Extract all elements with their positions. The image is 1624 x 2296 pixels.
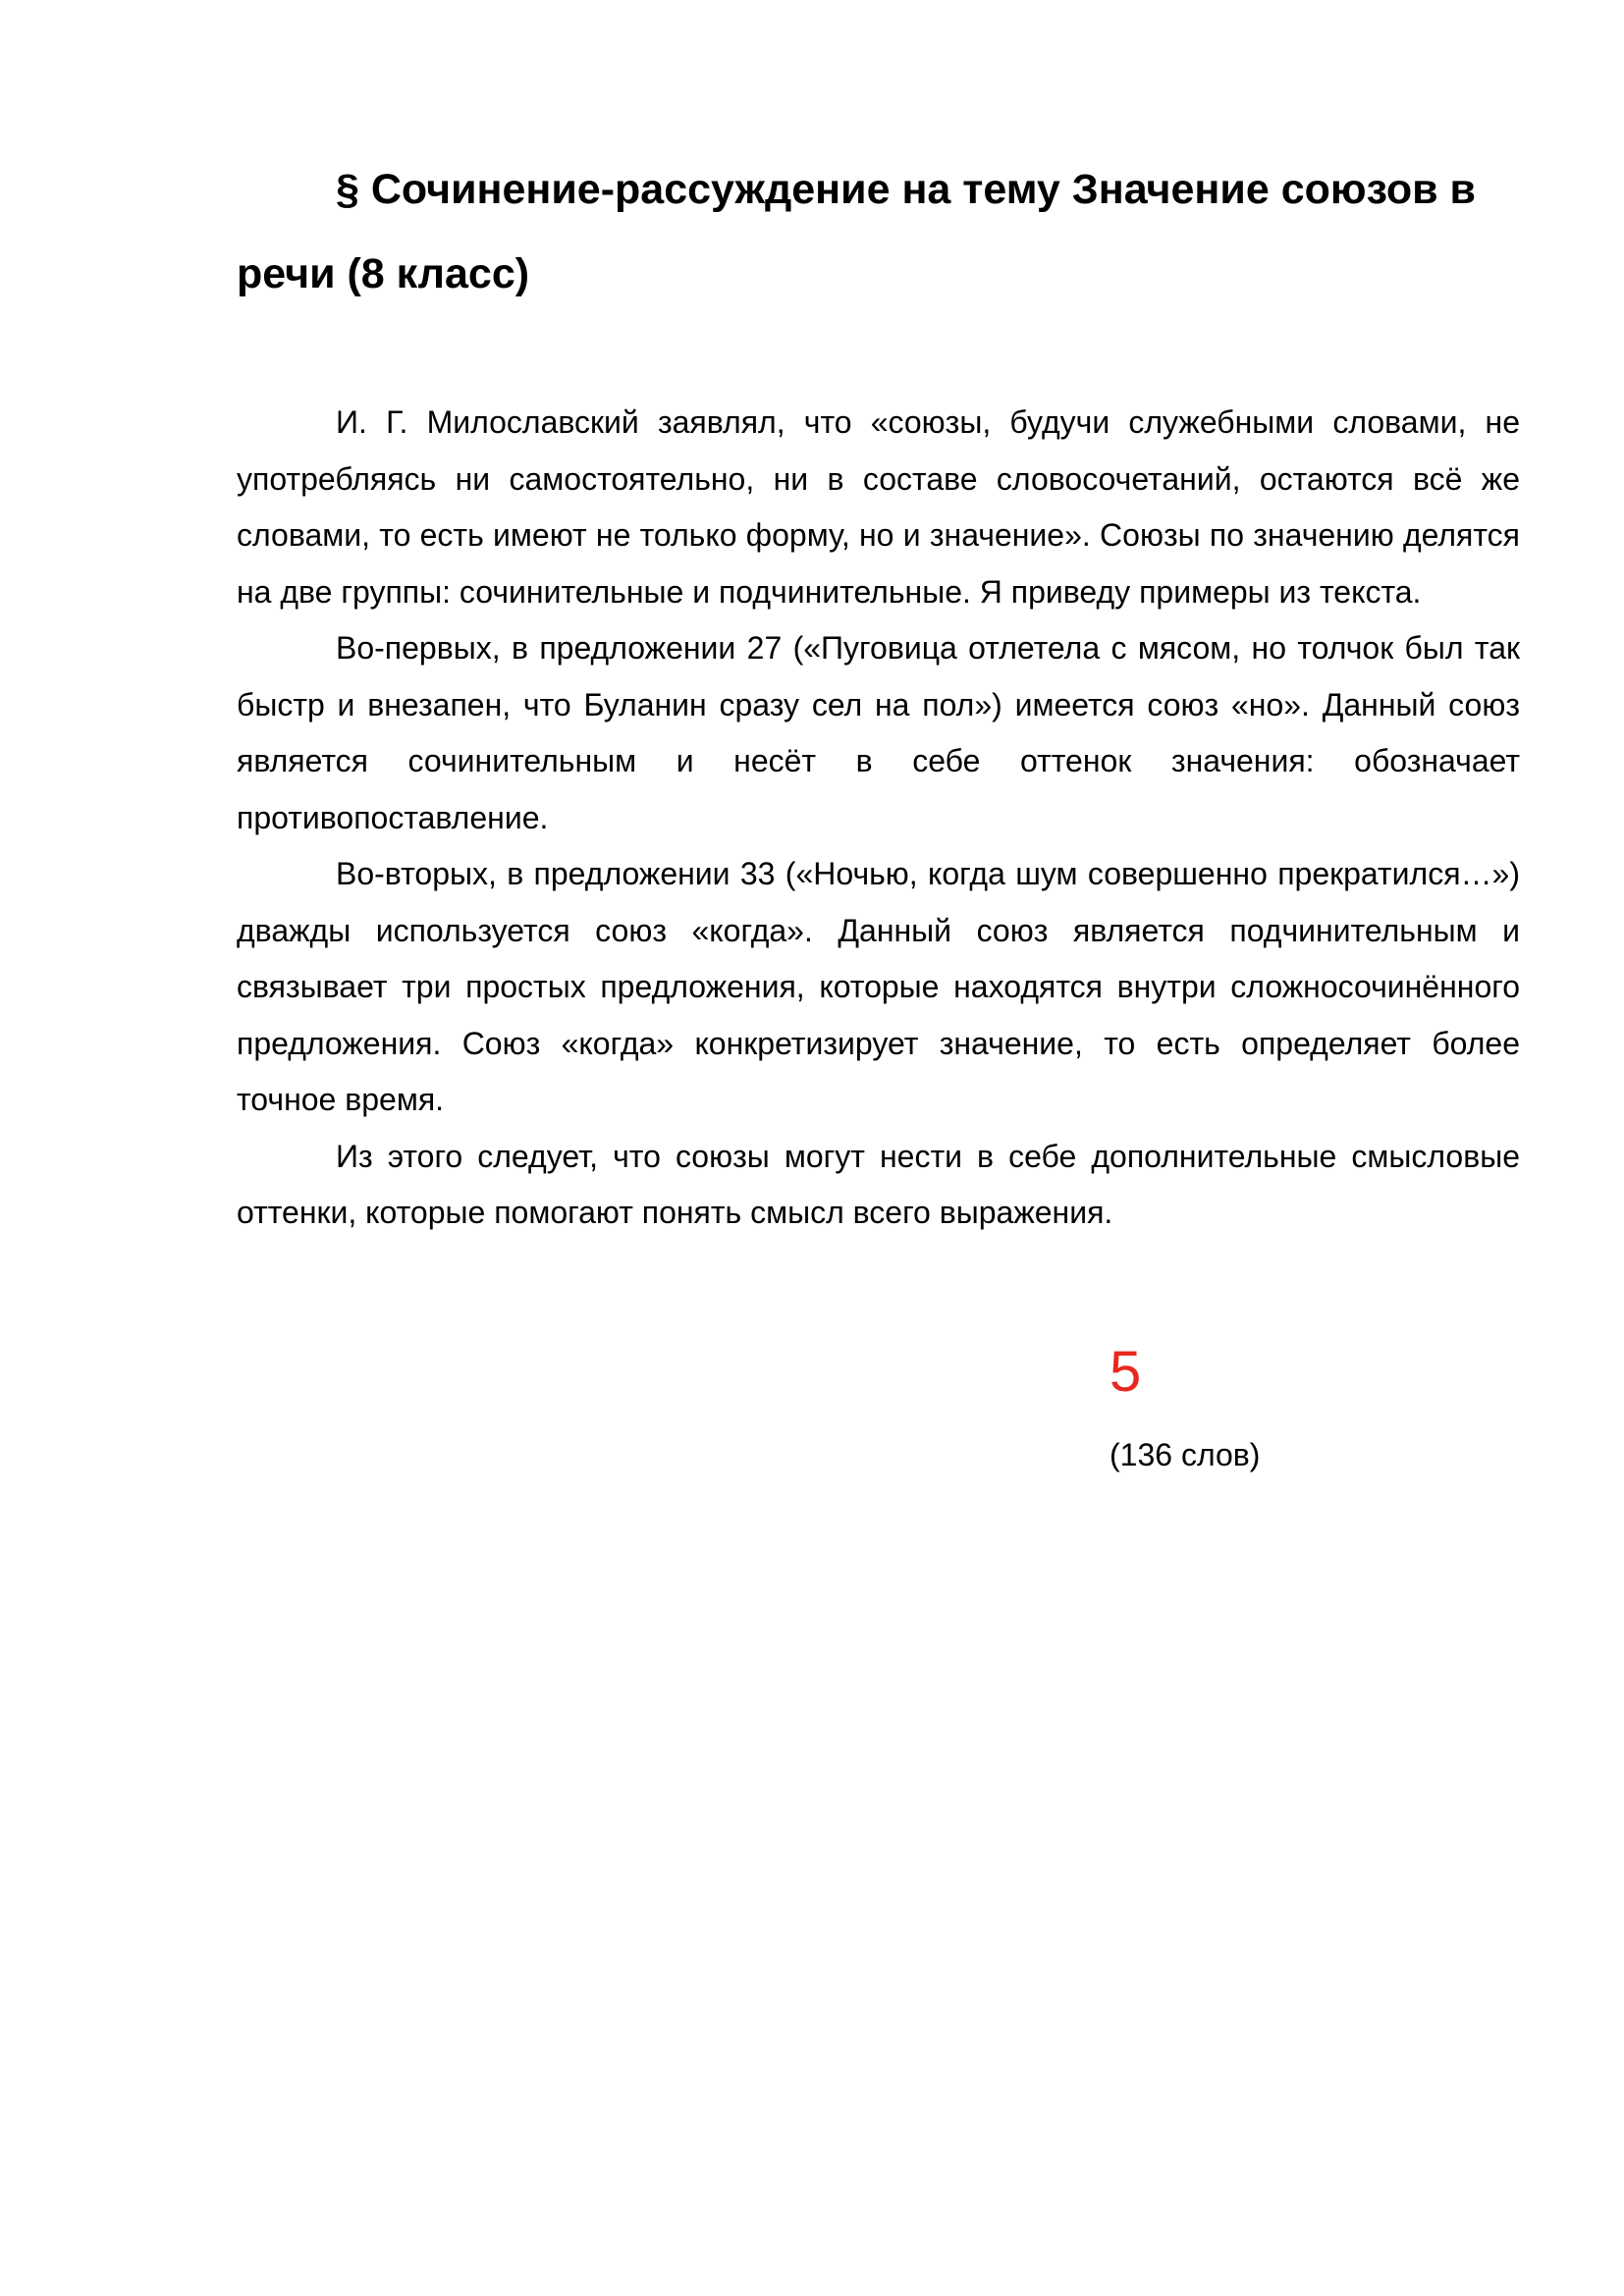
essay-title: § Сочинение-рассуждение на тему Значение союзов в речи (8 класс) [237, 166, 1476, 297]
essay-paragraph-conclusion: Из этого следует, что союзы могут нести в себе дополнительные смысловые оттенки, которые помогают понять смысл всего выражения. [237, 1138, 1520, 1230]
essay-paragraph-first-argument: Во-первых, в предложении 27 («Пуговица отлетела с мясом, но толчок был так быстр и внезапен, что Буланин сразу сел на пол») имеется союз «но». Данный союз является сочинительным и несёт в себе оттенок значения: обозначает противопоставление. [237, 630, 1520, 835]
essay-paragraph-intro: И. Г. Милославский заявлял, что «союзы, будучи служебными словами, не употребляясь ни самостоятельно, ни в составе словосочетаний, остаются всё же словами, то есть имеют не только форму, но и значение». Союзы по значению делятся на две группы: сочинительные и подчинительные. Я приведу примеры из текста. [237, 404, 1520, 610]
essay-body [237, 395, 1520, 1242]
grade-mark: 5 [1110, 1340, 1142, 1404]
word-count: (136 слов) [1110, 1437, 1261, 1472]
essay-content [237, 147, 1520, 1242]
essay-paragraph-second-argument: Во-вторых, в предложении 33 («Ночью, когда шум совершенно прекратился…») дважды используется союз «когда». Данный союз является подчинительным и связывает три простых предложения, которые находятся внутри сложносочинённого предложения. Союз «когда» конкретизирует значение, то есть определяет более точное время. [237, 856, 1520, 1117]
